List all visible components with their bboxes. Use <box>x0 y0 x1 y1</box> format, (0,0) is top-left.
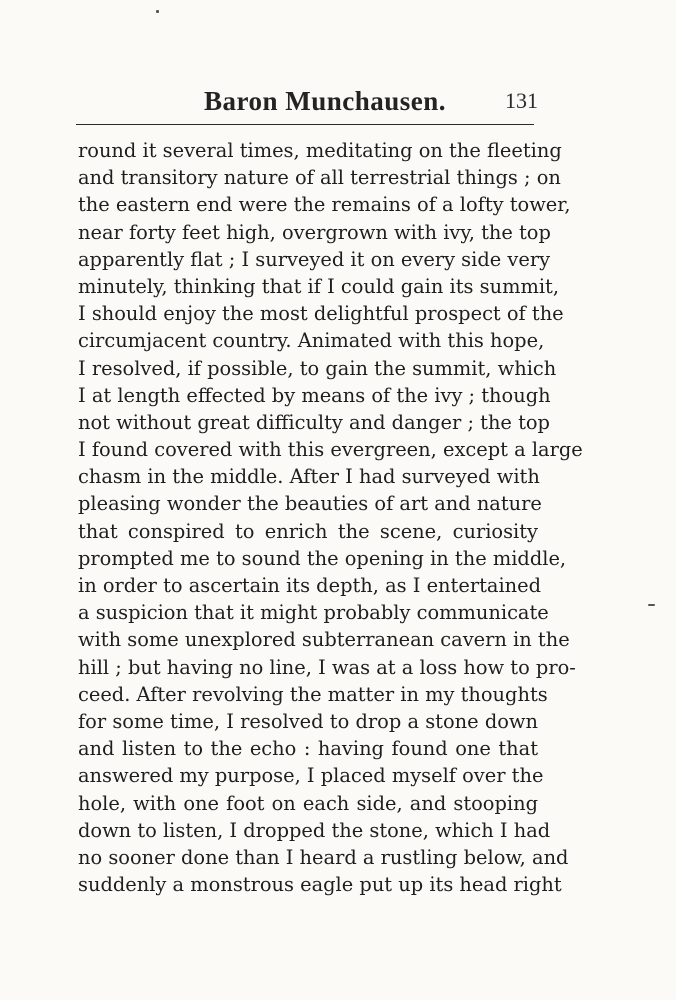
text-line: hill ; but having no line, I was at a loss how to pro- <box>78 655 576 679</box>
body-text <box>78 137 583 898</box>
text-line: hole, with one foot on each side, and stooping <box>78 791 538 815</box>
text-line: down to listen, I dropped the stone, which I had <box>78 818 551 842</box>
text-line: a suspicion that it might probably communicate <box>78 601 549 625</box>
text-line: I should enjoy the most delightful prospect of the <box>78 302 564 326</box>
text-line: round it several times, meditating on the fleeting <box>78 139 562 162</box>
text-line: prompted me to sound the opening in the middle, <box>78 546 567 570</box>
text-line: answered my purpose, I placed myself over the <box>78 764 544 788</box>
text-line: chasm in the middle. After I had surveyed with <box>78 465 540 489</box>
text-line: minutely, thinking that if I could gain its summit, <box>78 274 559 298</box>
text-line: not without great difficulty and danger ; the top <box>78 410 550 434</box>
text-line: pleasing wonder the beauties of art and nature <box>78 492 542 516</box>
text-line: suddenly a monstrous eagle put up its head right <box>78 873 562 897</box>
text-line: I found covered with this evergreen, except a large <box>78 438 583 462</box>
text-line: I at length effected by means of the ivy ; though <box>78 383 551 407</box>
text-line: near forty feet high, overgrown with ivy, the top <box>78 220 551 244</box>
page-header <box>78 86 538 120</box>
paper-speck <box>648 604 655 606</box>
page-number: 131 <box>505 88 538 113</box>
text-line: with some unexplored subterranean cavern in the <box>78 628 570 652</box>
text-line: the eastern end were the remains of a lofty tower, <box>78 193 571 217</box>
text-line: no sooner done than I heard a rustling below, and <box>78 845 569 869</box>
text-line: and transitory nature of all terrestrial things ; on <box>78 166 561 190</box>
text-line: that conspired to enrich the scene, curiosity <box>78 519 538 543</box>
paper-speck <box>156 10 159 13</box>
text-line: circumjacent country. Animated with this hope, <box>78 329 545 353</box>
running-title: Baron Munchausen. <box>204 86 447 116</box>
text-line: apparently flat ; I surveyed it on every side very <box>78 247 551 271</box>
text-line: and listen to the echo : having found one that <box>78 737 538 761</box>
header-rule <box>76 124 534 125</box>
text-line: I resolved, if possible, to gain the summit, which <box>78 356 557 380</box>
text-line: in order to ascertain its depth, as I entertained <box>78 574 542 597</box>
text-line: for some time, I resolved to drop a stone down <box>78 709 538 733</box>
text-line: ceed. After revolving the matter in my thoughts <box>78 682 548 706</box>
